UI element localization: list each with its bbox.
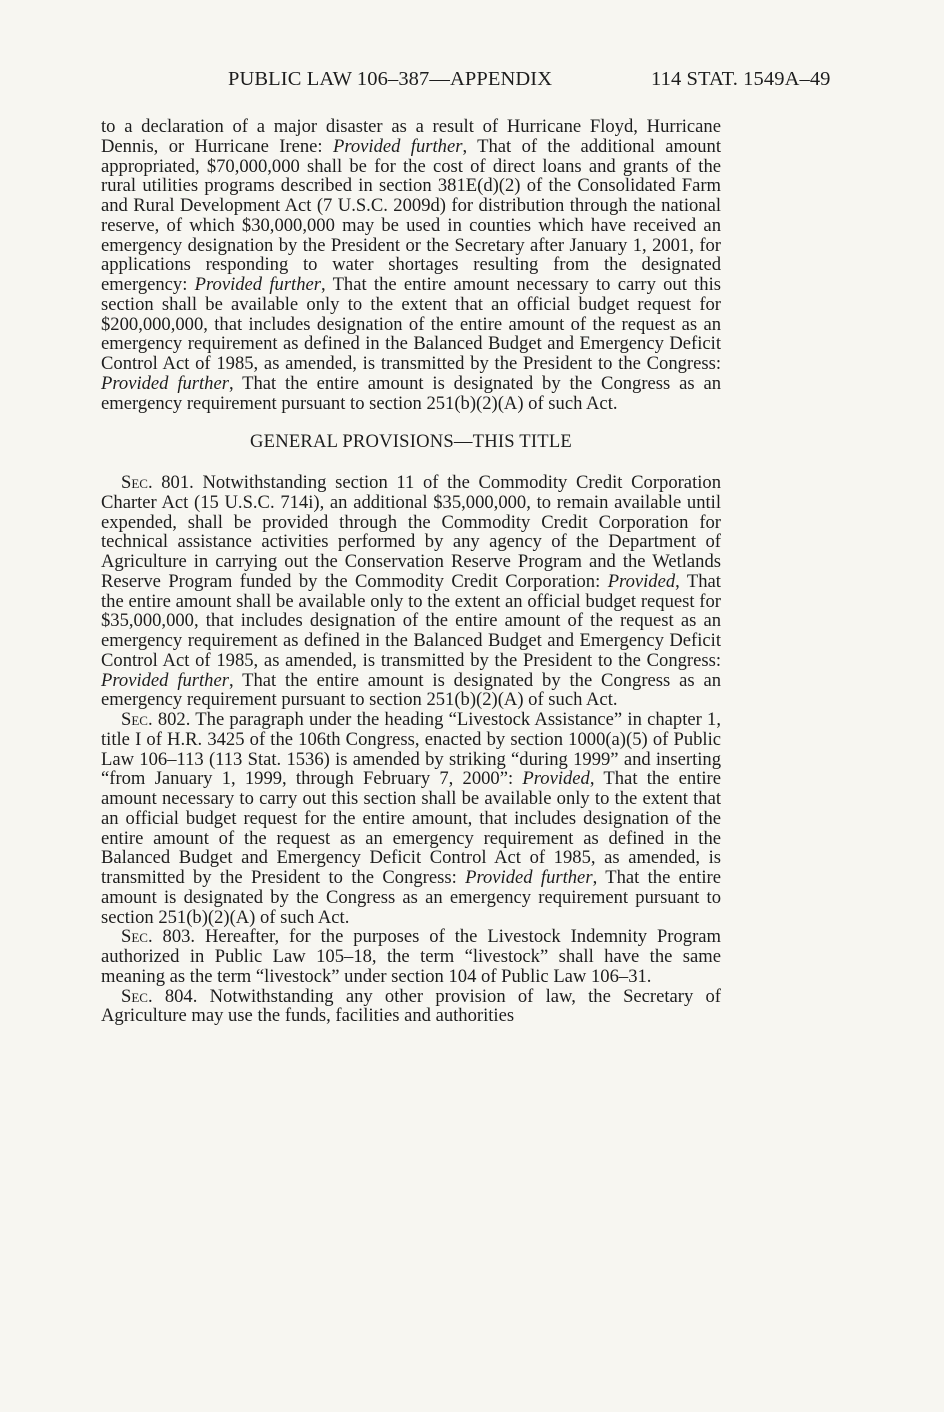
text-segment: , That the entire amount shall be available only to the extent an official budget request for $35,000,000, that includes designation of the entire amount of the request as an emergency requirement as defined in the Balanced Budget and Emergency Deficit Control Act of 1985, as amended, is transmitted by the President to the Congress: bbox=[101, 570, 721, 671]
continuation-paragraph bbox=[101, 117, 721, 413]
section-803 bbox=[101, 927, 721, 986]
italic-proviso: Provided further bbox=[332, 135, 463, 157]
header-stat-citation: 114 STAT. 1549A–49 bbox=[651, 68, 831, 90]
section-label: Sec. 804. bbox=[121, 985, 198, 1007]
italic-proviso: Provided bbox=[607, 570, 676, 592]
text-segment: , That the entire amount is designated by the Congress as an emergency requirement pursuant to section 251(b)(2)(A) of such Act. bbox=[101, 669, 721, 711]
text-segment: , That of the additional amount appropriated, $70,000,000 shall be for the cost of direct loans and grants of the rural utilities programs described in section 381E(d)(2) of the Consolidated Farm and Rural Development Act (7 U.S.C. 2009d) for distribution through the national reserve, of which $30,000,000 may be used in counties which have received an emergency designation by the President or the Secretary after January 1, 2001, for applications responding to water shortages resulting from the designated emergency: bbox=[101, 135, 722, 295]
text-segment: Hereafter, for the purposes of the Livestock Indemnity Program authorized in Public Law 105–18, the term “livestock” shall have the same meaning as the term “livestock” under section 104 of Public Law 106–31. bbox=[101, 926, 721, 987]
document-body bbox=[101, 117, 721, 1026]
text-segment: , That the entire amount necessary to carry out this section shall be available only to the extent that an official budget request for $200,000,000, that includes designation of the entire amount of the request as an emergency requirement as defined in the Balanced Budget and Emergency Deficit Control Act of 1985, as amended, is transmitted by the President to the Congress: bbox=[101, 274, 722, 374]
section-label: Sec. 802. bbox=[121, 709, 191, 730]
italic-proviso: Provided further bbox=[101, 372, 229, 394]
header-title: PUBLIC LAW 106–387—APPENDIX bbox=[228, 68, 553, 90]
section-802 bbox=[101, 710, 721, 927]
text-segment: Notwithstanding section 11 of the Commodity Credit Corporation Charter Act (15 U.S.C. 714i), an additional $35,000,000, to remain available until expended, shall be provided through the Commodity Credit Corporation for technical assistance activities performed by any agency of the Department of Agriculture in carrying out the Conservation Reserve Program and the Wetlands Reserve Program funded by the Commodity Credit Corporation: bbox=[101, 472, 721, 592]
text-segment: to a declaration of a major disaster as a result of Hurricane Floyd, Hurricane Dennis, or Hurricane Irene: bbox=[101, 116, 721, 157]
italic-proviso: Provided further bbox=[101, 669, 229, 691]
italic-proviso: Provided further bbox=[465, 867, 593, 888]
text-segment: Notwithstanding any other provision of law, the Secretary of Agriculture may use the funds, facilities and authorities bbox=[101, 985, 721, 1027]
italic-proviso: Provided bbox=[522, 768, 590, 790]
text-segment: , That the entire amount necessary to carry out this section shall be available only to the extent that an official budget request for the entire amount, that includes designation of the entire amount of the request as an emergency requirement as defined in the Balanced Budget and Emergency Deficit Control Act of 1985, as amended, is transmitted by the President to the Congress: bbox=[101, 768, 721, 888]
section-801 bbox=[101, 473, 721, 710]
section-label: Sec. 801. bbox=[121, 472, 194, 493]
general-provisions-heading: GENERAL PROVISIONS—THIS TITLE bbox=[250, 431, 572, 453]
text-segment: , That the entire amount is designated by the Congress as an emergency requirement pursuant to section 251(b)(2)(A) of such Act. bbox=[101, 867, 722, 928]
section-804 bbox=[101, 987, 721, 1027]
text-segment: , That the entire amount is designated by the Congress as an emergency requirement pursuant to section 251(b)(2)(A) of such Act. bbox=[101, 372, 721, 414]
section-label: Sec. 803. bbox=[121, 926, 196, 948]
running-header bbox=[0, 68, 944, 98]
italic-proviso: Provided further bbox=[194, 274, 322, 295]
text-segment: The paragraph under the heading “Livestock Assistance” in chapter 1, title I of H.R. 3425 of the 106th Congress, enacted by section 1000(a)(5) of Public Law 106–113 (113 Stat. 1536) is amended by striking “during 1999” and inserting “from January 1, 1999, through February 7, 2000”: bbox=[101, 709, 721, 790]
